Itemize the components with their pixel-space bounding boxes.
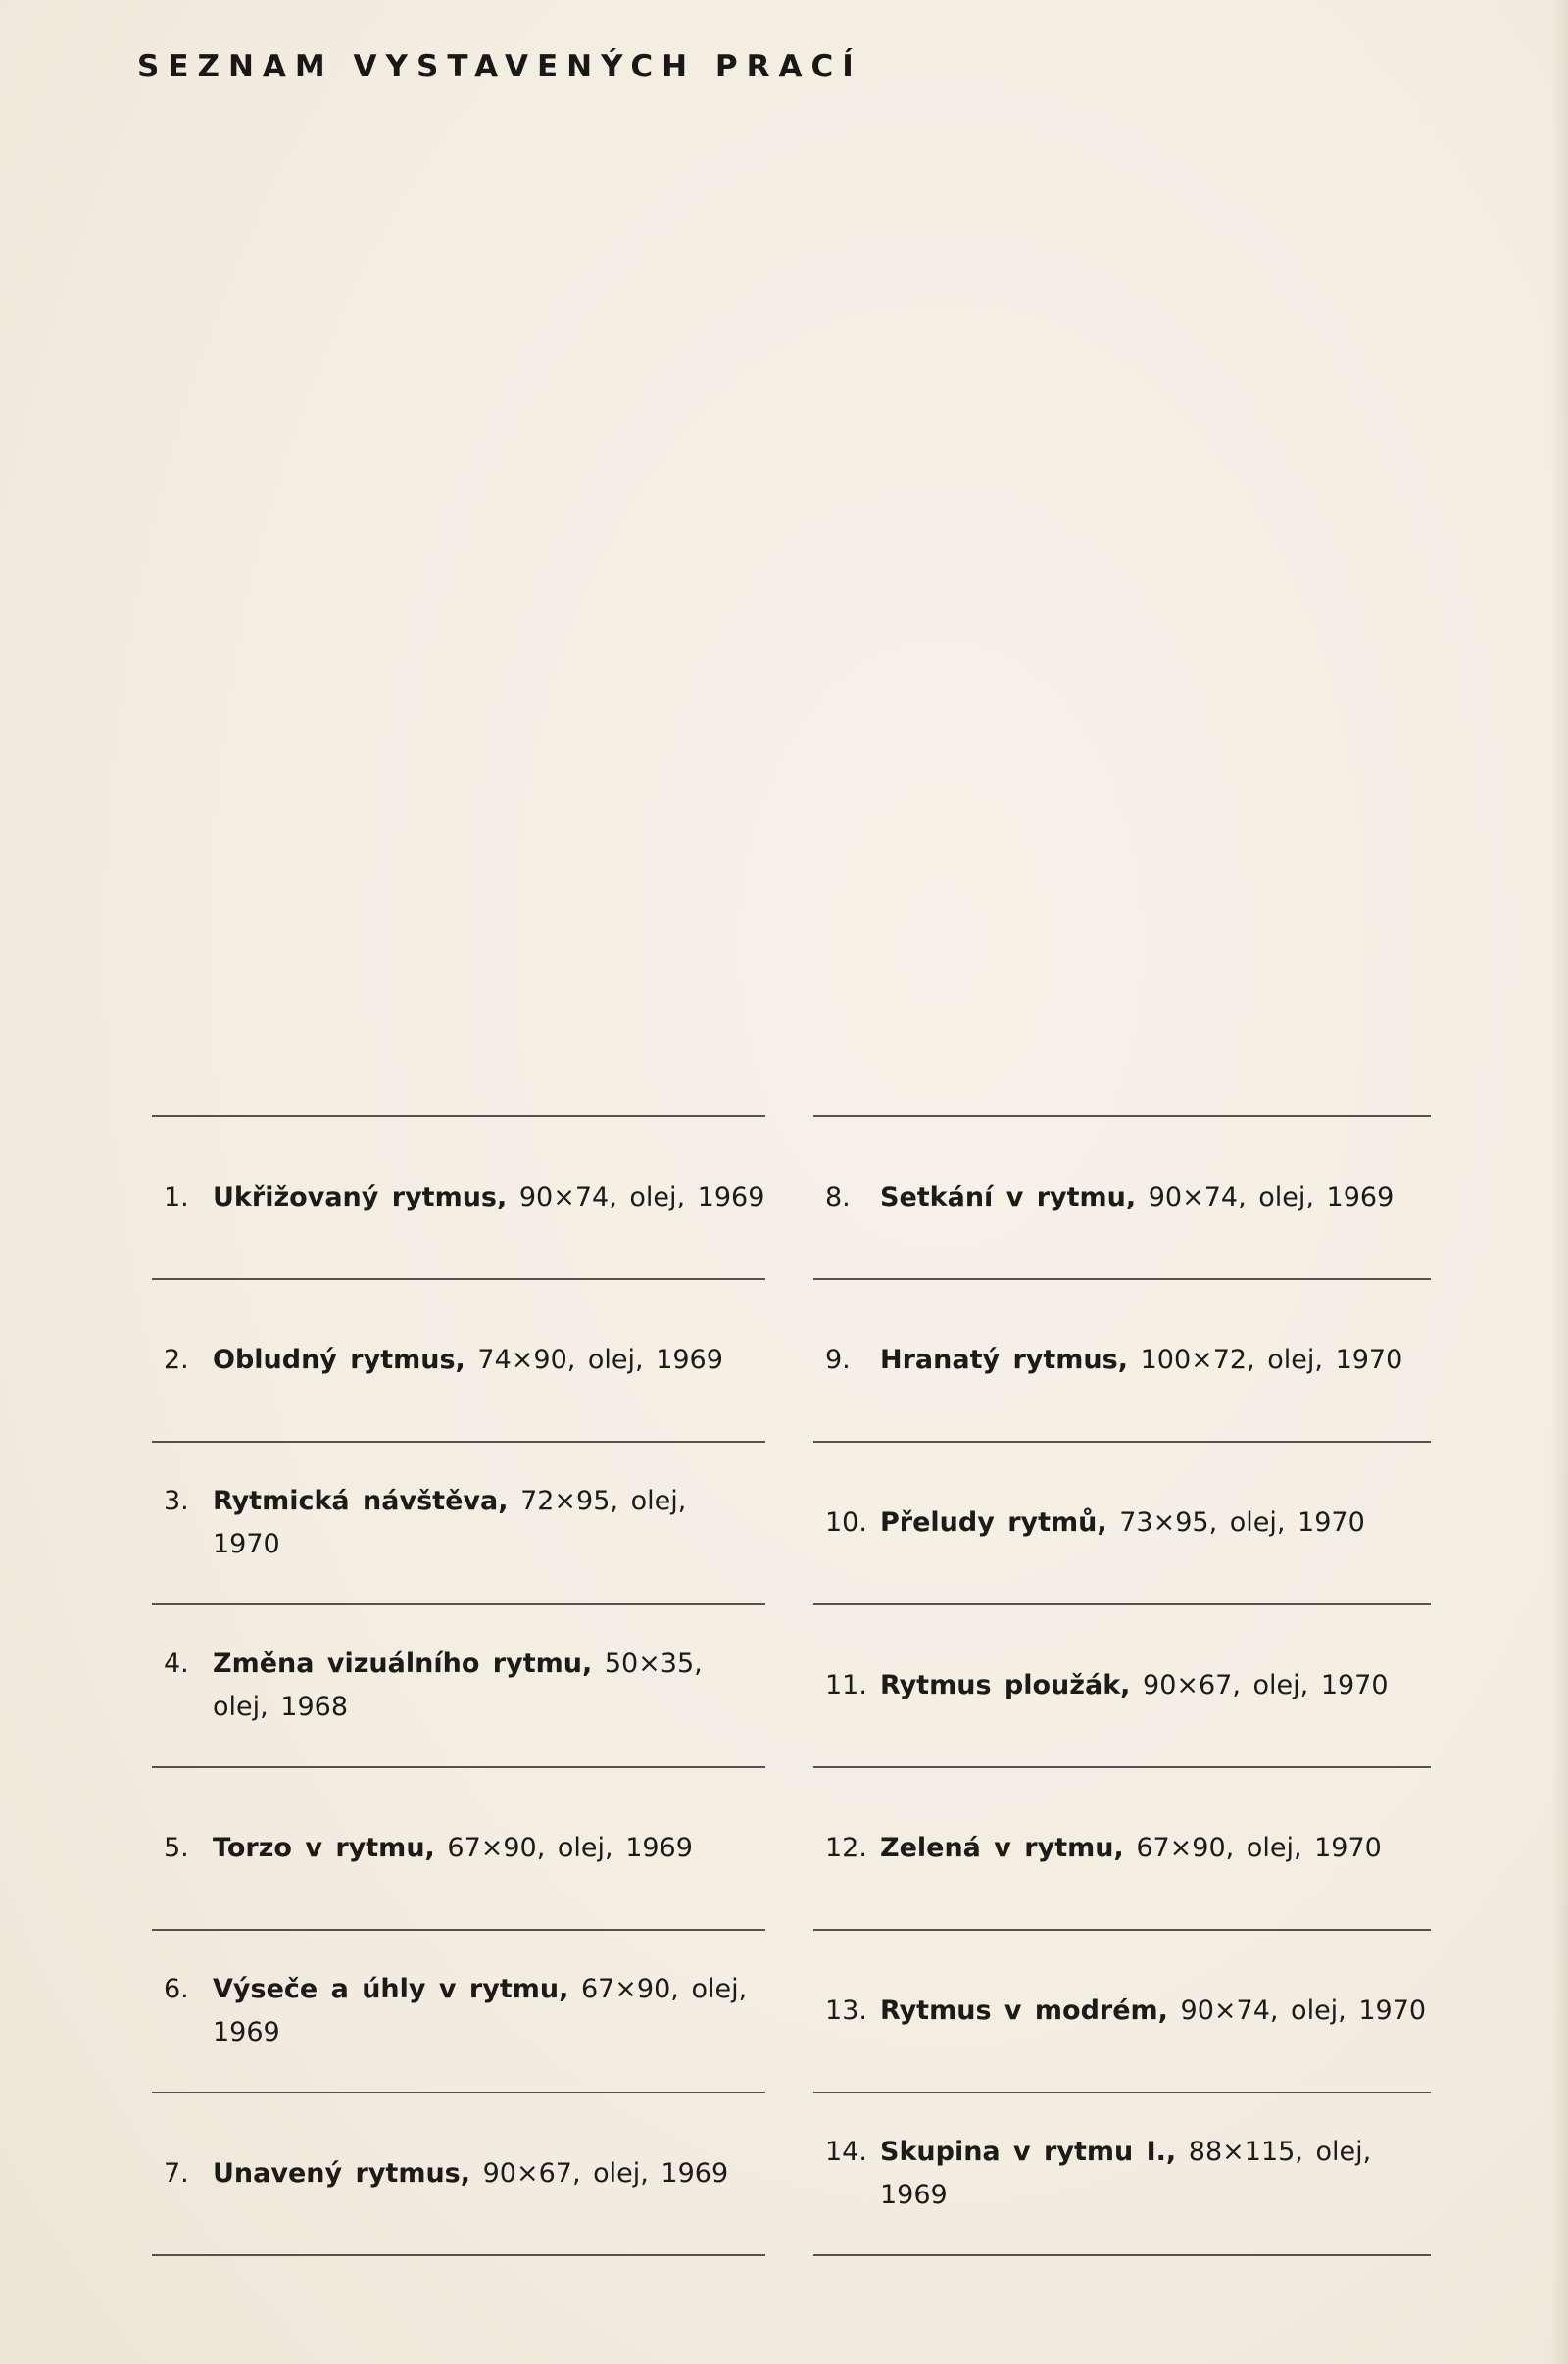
work-details: 90×67, olej, 1970 — [1143, 1670, 1389, 1700]
divider — [813, 1929, 1431, 1931]
item-text — [213, 1827, 765, 1870]
item-text — [880, 1827, 1431, 1870]
divider — [152, 1278, 765, 1280]
list-item — [152, 2093, 765, 2254]
work-details: 74×90, olej, 1969 — [477, 1345, 723, 1375]
item-text — [213, 1968, 765, 2054]
item-number: 4. — [164, 1649, 189, 1679]
divider — [813, 1603, 1431, 1605]
divider — [813, 1766, 1431, 1768]
item-text — [213, 2152, 765, 2195]
list-item — [152, 1280, 765, 1441]
work-details: 88×115, olej, 1969 — [880, 2137, 1372, 2210]
item-text — [880, 1990, 1431, 2033]
divider — [152, 2254, 765, 2256]
list-item — [813, 1117, 1431, 1278]
work-title: Zelená v rytmu, — [880, 1833, 1124, 1863]
work-title: Rytmická návštěva, — [213, 1486, 509, 1516]
item-number: 3. — [164, 1486, 189, 1516]
item-text — [213, 1643, 765, 1729]
work-details: 90×74, olej, 1969 — [518, 1182, 765, 1212]
item-number: 14. — [825, 2137, 867, 2167]
item-text — [880, 1176, 1431, 1219]
work-details: 100×72, olej, 1970 — [1140, 1345, 1403, 1375]
works-list-left — [152, 1115, 765, 2256]
work-details: 90×67, olej, 1969 — [482, 2158, 729, 2189]
work-title: Setkání v rytmu, — [880, 1182, 1137, 1212]
item-number: 1. — [164, 1182, 189, 1212]
item-number: 2. — [164, 1345, 189, 1375]
page-edge-shadow — [1550, 0, 1568, 2364]
divider — [152, 1441, 765, 1443]
work-title: Přeludy rytmů, — [880, 1507, 1107, 1538]
item-number: 6. — [164, 1974, 189, 2004]
item-number: 8. — [825, 1182, 851, 1212]
item-text — [880, 1339, 1431, 1382]
list-item — [152, 1117, 765, 1278]
divider — [813, 2092, 1431, 2093]
works-list-right — [813, 1115, 1431, 2256]
work-title: Rytmus ploužák, — [880, 1670, 1131, 1700]
work-title: Rytmus v modrém, — [880, 1995, 1168, 2026]
list-item — [813, 1605, 1431, 1766]
item-text — [213, 1480, 765, 1566]
work-details: 73×95, olej, 1970 — [1119, 1507, 1365, 1538]
item-number: 10. — [825, 1507, 867, 1538]
work-title: Hranatý rytmus, — [880, 1345, 1128, 1375]
item-number: 13. — [825, 1995, 867, 2026]
divider — [152, 1929, 765, 1931]
work-title: Změna vizuálního rytmu, — [213, 1649, 593, 1679]
work-title: Obludný rytmus, — [213, 1345, 466, 1375]
item-number: 9. — [825, 1345, 851, 1375]
list-item — [813, 2093, 1431, 2254]
divider — [152, 2092, 765, 2093]
item-text — [213, 1176, 765, 1219]
divider — [813, 1441, 1431, 1443]
list-item — [813, 1443, 1431, 1603]
divider — [152, 1766, 765, 1768]
item-number: 7. — [164, 2158, 189, 2189]
work-title: Výseče a úhly v rytmu, — [213, 1974, 569, 2004]
item-text — [213, 1339, 765, 1382]
item-number: 11. — [825, 1670, 867, 1700]
work-details: 67×90, olej, 1969 — [213, 1974, 748, 2047]
list-item — [813, 1768, 1431, 1929]
item-text — [880, 2131, 1431, 2217]
work-title: Unavený rytmus, — [213, 2158, 471, 2189]
work-details: 90×74, olej, 1969 — [1148, 1182, 1395, 1212]
divider — [813, 2254, 1431, 2256]
item-text — [880, 1664, 1431, 1707]
list-item — [813, 1931, 1431, 2092]
work-title: Ukřižovaný rytmus, — [213, 1182, 508, 1212]
work-details: 90×74, olej, 1970 — [1180, 1995, 1427, 2026]
work-title: Skupina v rytmu I., — [880, 2137, 1177, 2167]
work-details: 67×90, olej, 1970 — [1136, 1833, 1382, 1863]
page-title: SEZNAM VYSTAVENÝCH PRACÍ — [137, 49, 862, 84]
item-number: 12. — [825, 1833, 867, 1863]
divider — [152, 1115, 765, 1117]
work-details: 67×90, olej, 1969 — [447, 1833, 693, 1863]
list-item — [152, 1931, 765, 2092]
work-details: 72×95, olej, 1970 — [213, 1486, 687, 1559]
item-text — [880, 1502, 1431, 1545]
divider — [813, 1115, 1431, 1117]
list-item — [813, 1280, 1431, 1441]
list-item — [152, 1768, 765, 1929]
list-item — [152, 1605, 765, 1766]
divider — [813, 1278, 1431, 1280]
item-number: 5. — [164, 1833, 189, 1863]
work-details: 50×35, olej, 1968 — [213, 1649, 703, 1722]
work-title: Torzo v rytmu, — [213, 1833, 435, 1863]
list-item — [152, 1443, 765, 1603]
divider — [152, 1603, 765, 1605]
